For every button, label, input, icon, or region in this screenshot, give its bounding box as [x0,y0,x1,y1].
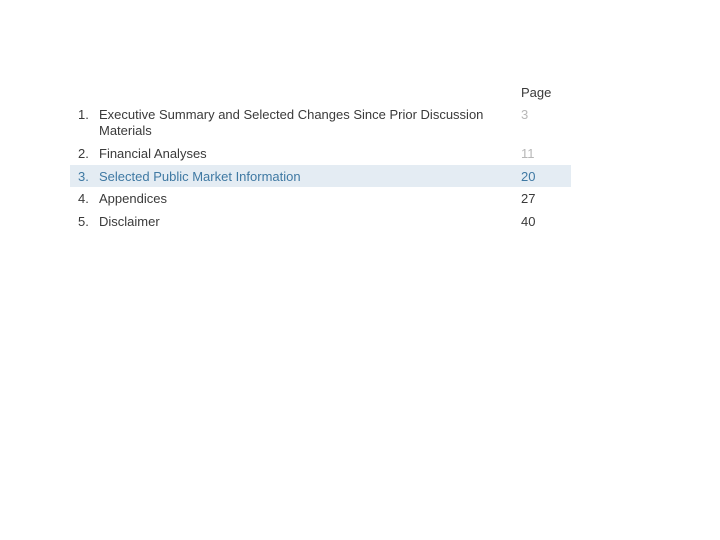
toc-item-number: 4. [78,191,89,206]
toc-item-number: 2. [78,146,89,161]
toc-item-page: 20 [521,168,536,184]
page-column-header: Page [521,85,552,100]
toc-item-selected-public-market-information[interactable] [70,165,571,188]
toc-item-title: Disclaimer [99,213,160,229]
toc-item-appendices[interactable] [70,187,571,210]
toc-item-number: 5. [78,213,89,229]
toc-item-executive-summary[interactable] [70,104,571,142]
toc-item-page: 11 [521,146,535,161]
toc-item-number: 3. [78,168,89,184]
toc-item-number: 1. [78,107,89,122]
toc-item-page: 40 [521,213,536,229]
toc-item-page: 3 [521,107,529,122]
toc-item-disclaimer[interactable] [70,210,571,233]
toc-item-title: Appendices [99,191,167,206]
table-of-contents [70,82,571,232]
toc-item-title: Selected Public Market Information [99,168,301,184]
toc-item-page: 27 [521,191,536,206]
toc-item-title: Financial Analyses [99,146,207,161]
toc-header [70,82,571,104]
toc-item-financial-analyses[interactable] [70,142,571,165]
toc-item-title: Executive Summary and Selected Changes Since Prior Discussion Materials [99,107,484,138]
